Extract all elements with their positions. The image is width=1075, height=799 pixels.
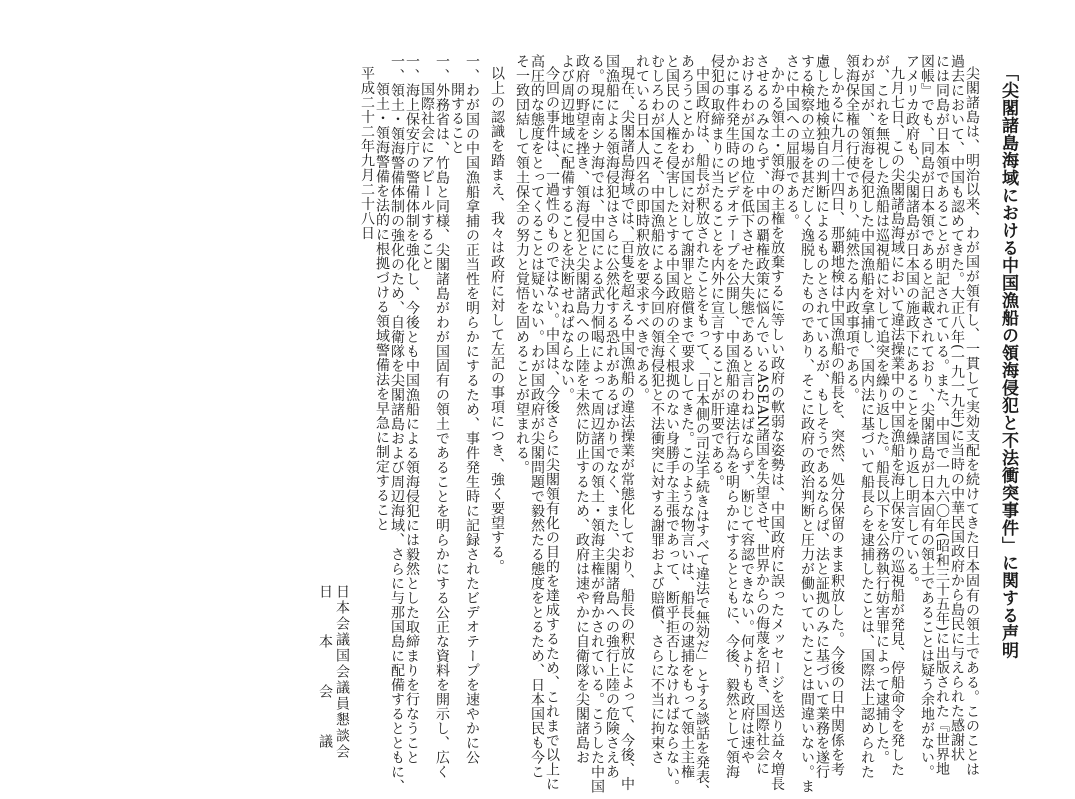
paragraph-line: れている日本人四名の即時釈放を要求すべきである。 — [634, 54, 650, 402]
demand-item: 一、領土・領海警備体制の強化のため、自衛隊を尖閣諸島および周辺海域、さらに与那国島に配備するとともに、 — [389, 54, 405, 794]
paragraph-line: 中国政府は、船長が釈放されたことをもって、「日本側の司法手続きはすべて違法で無効だ」とする談話を発表、 — [694, 66, 710, 799]
paragraph-line: 図帳』でも、同島が日本領であると記載されており、尖閣諸島が日本固有の領土であることは疑う余地がない。 — [919, 54, 935, 779]
paragraph-line: おけるわが国の地位を低下させた大失態であると言わねばならず、断じて容認できない。何よりも政府は速や — [739, 54, 755, 765]
paragraph-line: 政府の野望を挫き、領海侵犯と尖閣諸島への上陸を未然に防止するため、政府は速やかに自衛隊を尖閣諸島お — [574, 54, 590, 765]
paragraph-line: アメリカ政府も、尖閣諸島が日本国の施政下にあることを繰り返し明言している。 — [904, 54, 920, 591]
demand-item-continued: 開すること — [449, 82, 465, 155]
paragraph-line: する検察の立場を甚だしく逸脱したものであり、そこに政府の政治判断と圧力が働いていたことは間違いない。ま — [799, 54, 815, 794]
paragraph-line: 過去において、中国も認めてきた。大正八年(一九一九年)に当時の中華民国政府から島民に与えられた感謝状 — [949, 54, 965, 762]
paragraph-line: かに事件発生時のビデオテープを公開し、中国漁船の違法行為を明らかにするとともに、今後、毅然として領海 — [724, 54, 740, 779]
paragraph-line: かかる領土・領海の主権を放棄するに等しい政府の軟弱な姿勢は、中国政府に誤ったメッセージを送り益々増長 — [769, 66, 785, 791]
paragraph-line: 九月七日、この尖閣諸島海域において違法操業中の中国漁船を海上保安庁の巡視船が発見、停船命令を発した — [889, 66, 905, 777]
paragraph-line: る。現に南シナ海では、中国による武力恫喝によって周辺諸国の領土・領海主権が脅かされている。こうした中国 — [589, 54, 605, 794]
paragraph-line: 慮した地検独自の判断によるものとされているが、もしそうであるならば、法と証拠のみに基づいて業務を遂行 — [814, 54, 830, 779]
statement-date: 平成二十二年九月二十八日 — [359, 66, 375, 240]
paragraph-line: 現在、尖閣諸島海域では、百隻を超える中国漁船の違法操業が常態化しており、船長の釈放によって、今後、中 — [619, 66, 635, 791]
paragraph-line: 尖閣諸島は、明治以来、わが国が領有し、一貫して実効支配を続けてきた日本固有の領土である。このことは — [964, 66, 980, 777]
signatory-council: 日本会議国会議員懇談会 — [334, 584, 350, 760]
paragraph-line: 国漁船による領海侵犯はさらに公然化する恐れがあるばかりでなく、また、尖閣諸島への強行上陸の危険さえあ — [604, 54, 620, 779]
request-intro-line: 以上の認識を踏まえ、我々は政府に対して左記の事項につき、強く要望する。 — [489, 66, 505, 574]
demand-item: 一、わが国の中国漁船拿捕の正当性を明らかにするため、事件発生時に記録されたビデオテープを速やかに公 — [464, 54, 480, 765]
demand-item: 一、外務省は、竹島と同様、尖閣諸島がわが国固有の領土であることを明らかにする公正な資料を開示し、広く — [434, 54, 450, 779]
paragraph-line: むしろわが国こそ、中国漁船による今回の領海侵犯と不法衝突に対する謝罪および賠償、さらに不当に拘束さ — [649, 54, 665, 765]
paragraph-line: そ一致団結して領土保全の努力と覚悟を固めることが望まれる。 — [514, 54, 530, 475]
demand-item-continued: 領土・領海警備を法的に根拠づける領域警備法を早急に制定すること — [374, 82, 390, 532]
demand-item: 一、海上保安庁の警備体制を強化し、今後とも中国漁船による領海侵犯には毅然とした取締まりを行なうこと — [404, 54, 420, 765]
paragraph-line: と国民の人権を侵害したとする中国政府の全く根拠のない身勝手な主張であって、断乎拒否しなければならない。 — [664, 54, 680, 794]
demand-item-continued: 国際社会にアピールすること — [419, 82, 435, 271]
document-title: 「尖閣諸島海域における中国漁船の領海侵犯と不法衝突事件」に関する声明 — [998, 64, 1018, 659]
paragraph-line: させるのみならず、中国の覇権政策に悩んでいるASEAN諸国を失望させ、世界からの侮蔑を招き、国際社会に — [754, 54, 770, 776]
paragraph-line: わが国が、領海を侵犯した中国漁船を拿捕し、国内法に基づいて船長らを逮捕したことは、国際法上認められた — [859, 54, 875, 779]
paragraph-line: よび周辺地域に配備することを決断せねばならない。 — [559, 54, 575, 402]
paragraph-line: が、これを無視した漁船は巡視船に対して追突を繰り返した。船長以下を公務執行妨害罪によって逮捕した。 — [874, 54, 890, 765]
paragraph-line: 領海保全権の行使であり、純然たる内政事項である。 — [844, 54, 860, 402]
paragraph-line: あろうことかわが国に対して謝罪と賠償まで要求してきた。このような物言いは、船長の逮捕をもって領土主権 — [679, 54, 695, 779]
paragraph-line: には同島が日本領であることが明記されている。また、中国で一九六〇年(昭和三十五年)に出版された『世界地 — [934, 54, 950, 777]
paragraph-line: 侵犯の取締まりに当たることを内外に宣言することが肝要である。 — [709, 54, 725, 489]
paragraph-line: さに中国への屈服である。 — [784, 54, 800, 228]
signatory-organization: 日本会議 — [317, 584, 333, 784]
paragraph-line: 高圧的な態度をとってくることは疑いない。わが国政府が尖閣問題で毅然たる態度をとるため、日本国民も今こ — [529, 54, 545, 779]
paragraph-line: しかるに九月二十四日、那覇地検は中国漁船の船長を、突然、処分保留のまま釈放した。今後の日中関係を考 — [829, 66, 845, 777]
paragraph-line: 今回の事件は、一過性のものではない。中国は、今後さらに尖閣領有化の目的を達成するため、これまで以上に — [544, 66, 560, 791]
